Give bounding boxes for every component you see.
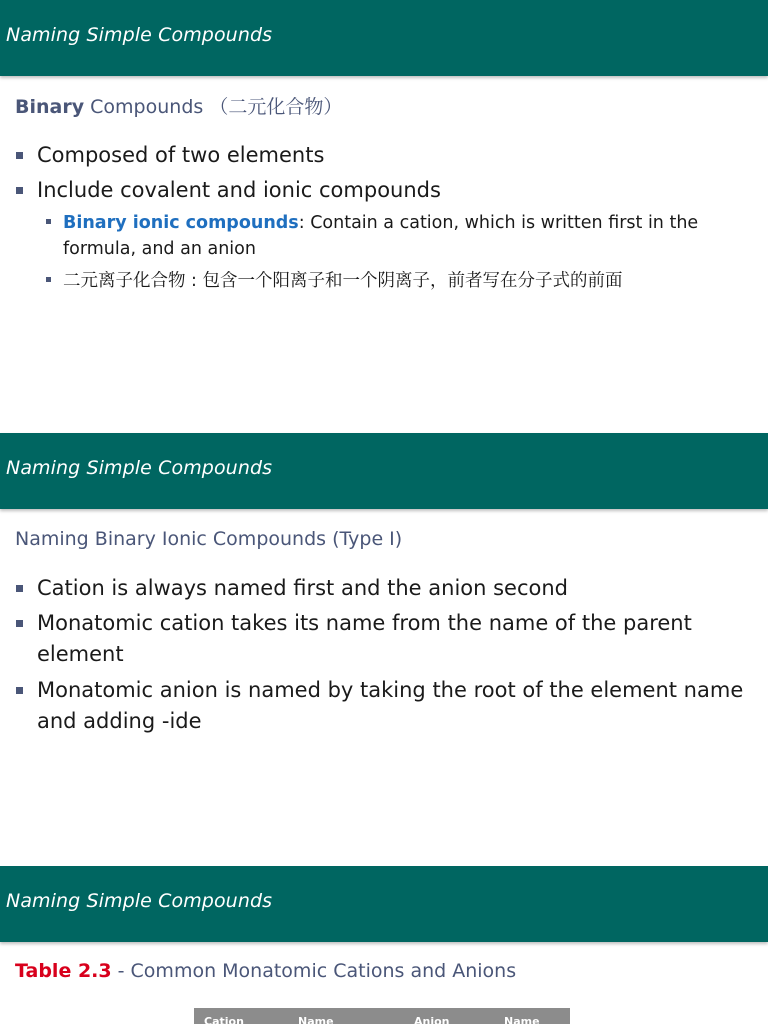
bullet-item — [16, 675, 746, 737]
sub-bullet-body: : Contain a cation, which is written first in the formula, and an anion — [63, 213, 699, 259]
slide-subtitle: Naming Binary Ionic Compounds (Type I) — [15, 528, 403, 550]
slide-2 — [0, 433, 768, 865]
table-column-header: Anion — [414, 1015, 450, 1024]
slide-subtitle — [15, 92, 342, 119]
bullet-item — [16, 573, 746, 604]
table-label: Table 2.3 — [15, 960, 112, 982]
slide-title: Naming Simple Compounds — [6, 890, 273, 912]
bullet-marker — [16, 187, 23, 194]
bullet-marker — [16, 152, 23, 159]
bullet-marker — [16, 585, 23, 592]
highlight-term: Binary ionic compounds — [63, 213, 299, 233]
sub-bullet-text — [63, 210, 746, 262]
bullet-text: Include covalent and ionic compounds — [37, 178, 441, 202]
sub-bullet-text: 二元离子化合物 : 包含一个阳离子和一个阴离子，前者写在分子式的前面 — [63, 271, 623, 291]
bullet-text: Cation is always named first and the anion second — [37, 576, 569, 600]
bullet-item — [16, 175, 746, 206]
table-header-row — [194, 1008, 570, 1024]
bullet-text: Composed of two elements — [37, 143, 325, 167]
sub-bullet-item — [46, 268, 746, 294]
table-column-header: Name — [298, 1015, 334, 1024]
sub-bullet-marker — [46, 277, 51, 282]
sub-bullet-marker — [46, 219, 51, 224]
bullet-marker — [16, 687, 23, 694]
slide-3 — [0, 866, 768, 1024]
slide-header — [0, 433, 768, 509]
slide-title: Naming Simple Compounds — [6, 457, 273, 479]
table-caption — [15, 960, 516, 982]
slide-header — [0, 0, 768, 76]
slide-header — [0, 866, 768, 942]
table-caption-text: - Common Monatomic Cations and Anions — [111, 960, 517, 982]
subtitle-rest: Compounds （二元化合物） — [84, 96, 343, 118]
bullet-text: Monatomic cation takes its name from the name of the parent element — [37, 611, 692, 666]
bullet-item — [16, 140, 746, 171]
table-column-header: Cation — [204, 1015, 244, 1024]
bullet-item — [16, 608, 746, 670]
table-column-header: Name — [504, 1015, 540, 1024]
subtitle-bold: Binary — [15, 96, 85, 118]
bullet-text: Monatomic anion is named by taking the root of the element name and adding -ide — [37, 678, 744, 733]
bullet-marker — [16, 620, 23, 627]
slide-title: Naming Simple Compounds — [6, 24, 273, 46]
sub-bullet-item — [46, 210, 746, 262]
slide-1 — [0, 0, 768, 432]
